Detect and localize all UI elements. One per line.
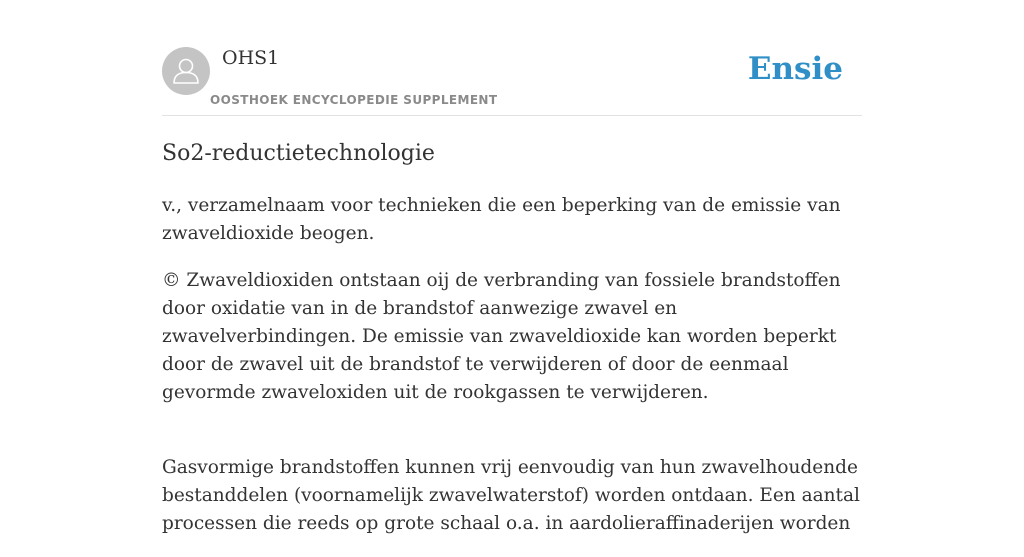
paragraph-spacer	[162, 426, 862, 454]
article-header	[162, 47, 862, 116]
paragraph-text: Gasvormige brandstoffen kunnen vrij eenvoudig van hun zwavelhoudende bestanddelen (voornamelijk zwavelwaterstof) worden ontdaan. Een aantal processen die reeds op grote schaal o.a. in aardolieraffinaderijen worden	[162, 457, 860, 534]
paragraph-text: © Zwaveldioxiden ontstaan oij de verbranding van fossiele brandstoffen door oxidatie van in de brandstof aanwezige zwavel en zwavelverbindingen. De emissie van zwaveldioxide kan worden beperkt door de zwavel uit de brandstof te verwijderen of door de eenmaal gevormde zwaveloxiden uit de rookgassen te verwijderen.	[162, 270, 841, 403]
source-label[interactable]: OOSTHOEK ENCYCLOPEDIE SUPPLEMENT	[210, 93, 498, 107]
article-title: So2-reductietechnologie	[162, 141, 435, 166]
article-body	[162, 192, 862, 557]
site-logo[interactable]: Ensie	[747, 51, 843, 87]
definition-text: v., verzamelnaam voor technieken die een beperking van de emissie van zwaveldioxide beogen.	[162, 195, 841, 244]
user-icon[interactable]	[162, 47, 210, 95]
author-name[interactable]: OHS1	[222, 47, 280, 69]
